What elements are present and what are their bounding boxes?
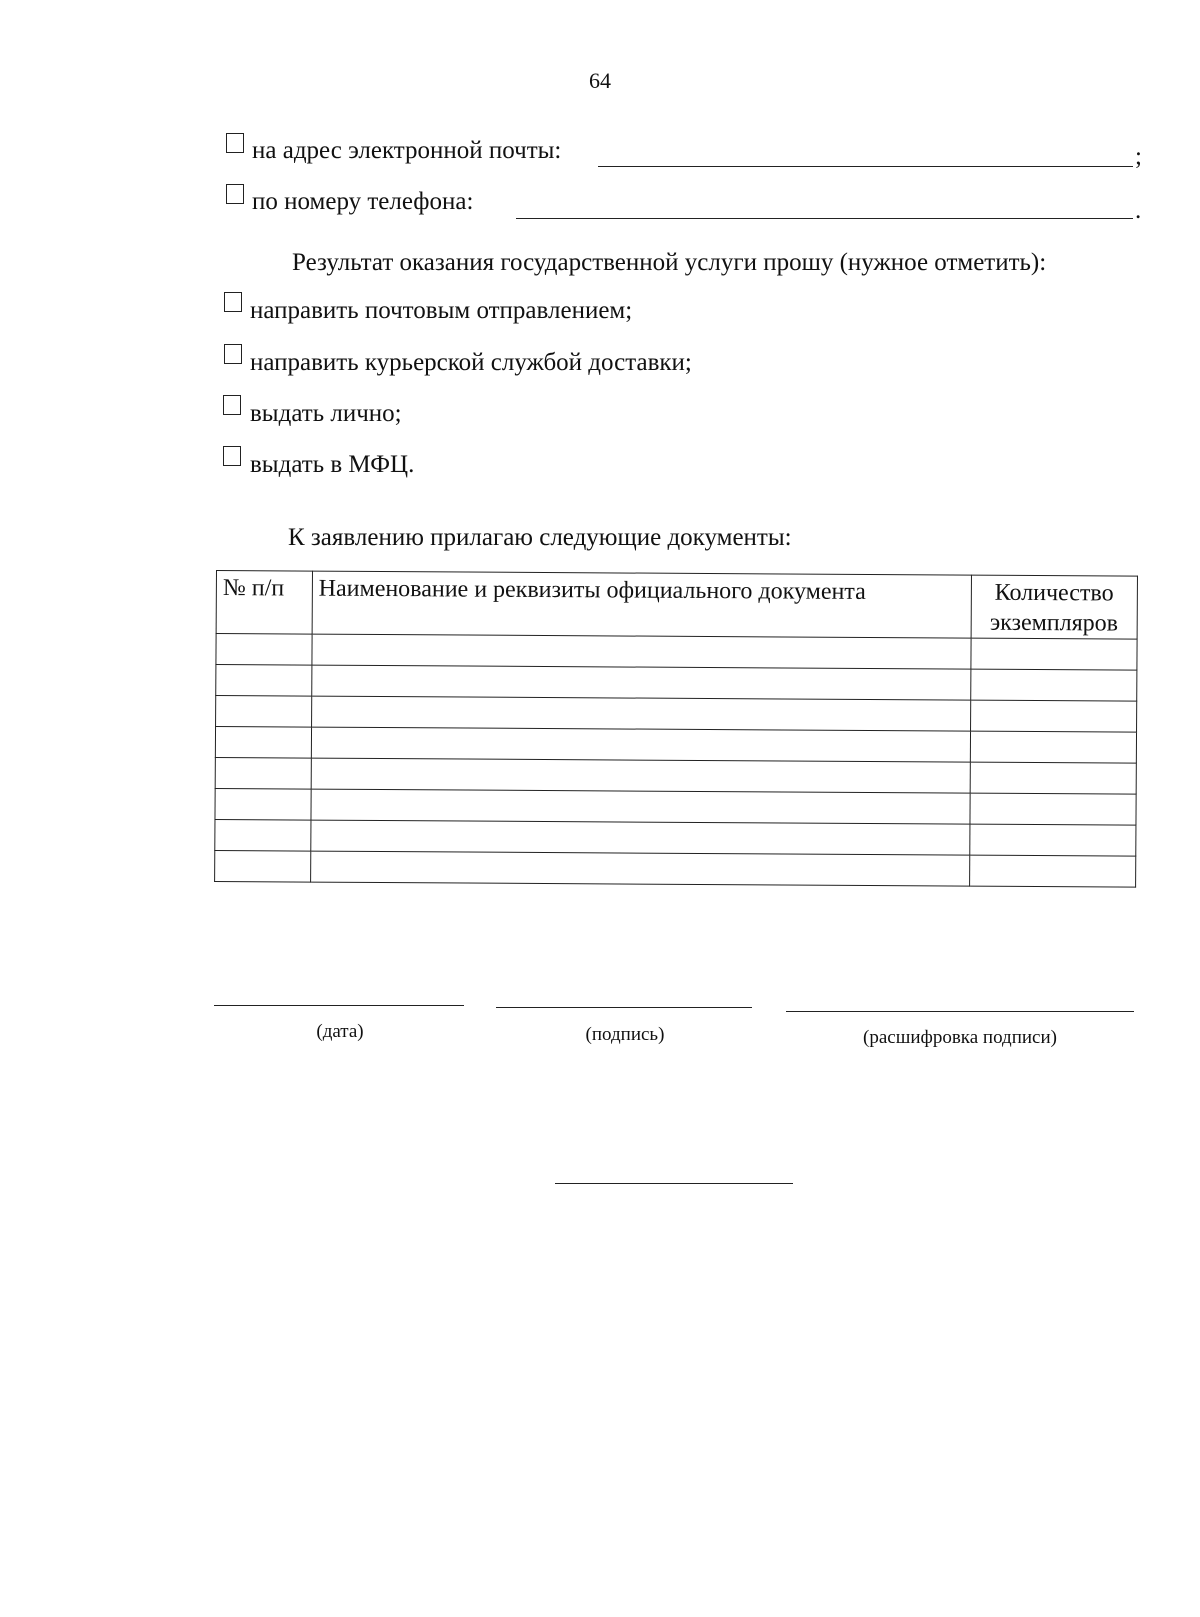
phone-input-line[interactable] bbox=[516, 218, 1133, 219]
cell-name[interactable] bbox=[312, 634, 971, 669]
cell-number[interactable] bbox=[215, 850, 311, 882]
courier-checkbox[interactable] bbox=[224, 344, 242, 364]
phone-label: по номеру телефона: bbox=[252, 188, 474, 215]
cell-quantity[interactable] bbox=[970, 669, 1137, 701]
mfc-checkbox[interactable] bbox=[223, 446, 241, 466]
page-number: 64 bbox=[589, 68, 611, 93]
cell-number[interactable] bbox=[215, 788, 311, 820]
result-heading: Результат оказания государственной услуги прошу (нужное отметить): bbox=[292, 249, 1047, 276]
closing-separator-line bbox=[555, 1183, 793, 1184]
cell-name[interactable] bbox=[311, 758, 970, 793]
post-checkbox[interactable] bbox=[224, 292, 242, 312]
table-row bbox=[215, 850, 1136, 887]
email-checkbox[interactable] bbox=[226, 133, 244, 153]
signature-line[interactable] bbox=[496, 1007, 752, 1008]
cell-name[interactable] bbox=[311, 696, 970, 731]
table-header-row bbox=[216, 571, 1137, 640]
cell-name[interactable] bbox=[311, 727, 970, 762]
documents-table bbox=[214, 570, 1138, 888]
personal-label: выдать лично; bbox=[250, 400, 402, 427]
cell-number[interactable] bbox=[216, 665, 312, 697]
header-number: № п/п bbox=[216, 571, 312, 635]
mfc-label: выдать в МФЦ. bbox=[250, 451, 415, 478]
post-label: направить почтовым отправлением; bbox=[250, 297, 633, 324]
decoding-line[interactable] bbox=[786, 1011, 1134, 1012]
header-quantity: Количество экземпляров bbox=[971, 575, 1138, 639]
cell-quantity[interactable] bbox=[970, 793, 1137, 825]
decoding-label: (расшифровка подписи) bbox=[863, 1027, 1057, 1048]
cell-number[interactable] bbox=[216, 634, 312, 666]
cell-name[interactable] bbox=[312, 665, 971, 700]
cell-quantity[interactable] bbox=[970, 700, 1137, 732]
cell-number[interactable] bbox=[215, 819, 311, 851]
table-body bbox=[215, 634, 1137, 888]
courier-label: направить курьерской службой доставки; bbox=[250, 349, 692, 376]
cell-quantity[interactable] bbox=[969, 855, 1136, 887]
email-label: на адрес электронной почты: bbox=[252, 137, 562, 164]
signature-label: (подпись) bbox=[585, 1024, 665, 1045]
date-line[interactable] bbox=[214, 1005, 464, 1006]
cell-quantity[interactable] bbox=[970, 731, 1137, 763]
email-input-line[interactable] bbox=[598, 166, 1133, 167]
header-name: Наименование и реквизиты официального документа bbox=[312, 571, 971, 638]
phone-line-end: . bbox=[1135, 197, 1142, 224]
cell-name[interactable] bbox=[311, 789, 970, 824]
cell-number[interactable] bbox=[216, 696, 312, 728]
cell-number[interactable] bbox=[215, 727, 311, 759]
cell-number[interactable] bbox=[215, 757, 311, 789]
cell-quantity[interactable] bbox=[969, 824, 1136, 856]
documents-heading: К заявлению прилагаю следующие документы: bbox=[288, 524, 792, 551]
cell-name[interactable] bbox=[310, 851, 969, 886]
date-label: (дата) bbox=[316, 1021, 364, 1042]
phone-checkbox[interactable] bbox=[226, 184, 244, 204]
cell-quantity[interactable] bbox=[970, 762, 1137, 794]
cell-quantity[interactable] bbox=[970, 638, 1137, 670]
personal-checkbox[interactable] bbox=[223, 395, 241, 415]
email-line-end: ; bbox=[1135, 143, 1142, 170]
cell-name[interactable] bbox=[311, 820, 970, 855]
